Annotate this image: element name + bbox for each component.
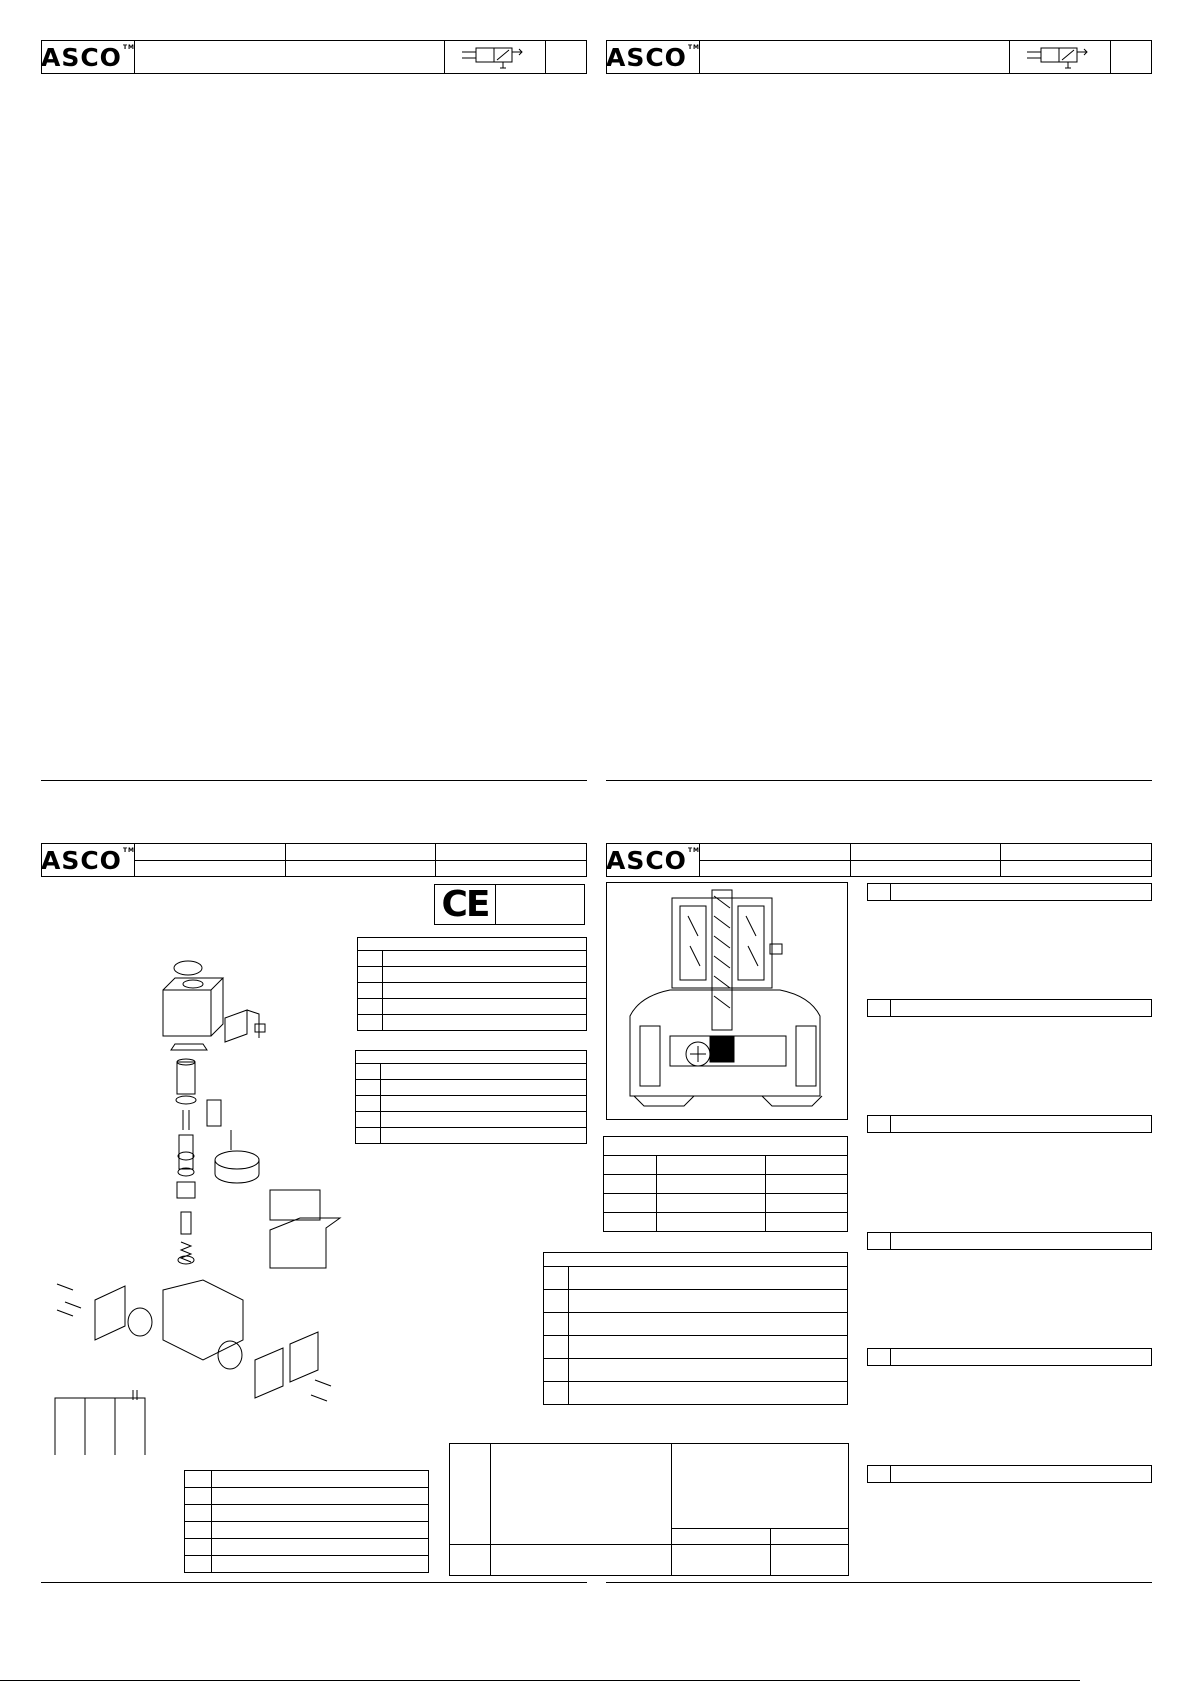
page2-title-cell: [700, 41, 1010, 73]
asco-logo: ASCO™: [605, 42, 701, 72]
ce-mark-icon: CE: [435, 885, 496, 924]
page1-header: [41, 40, 587, 74]
page2-number-cell: [1111, 41, 1151, 73]
page3-header: [41, 843, 587, 877]
solenoid-cross-section-icon: [610, 886, 846, 1116]
asco-logo: ASCO™: [40, 845, 136, 875]
asco-logo: ASCO™: [40, 42, 136, 72]
page3-bottom-rule: [41, 1582, 587, 1583]
parts-table-3: [184, 1470, 429, 1573]
ce-certification-box: [434, 884, 585, 925]
parts-table-2: [355, 1050, 587, 1144]
page2-bottom-rule: [606, 780, 1152, 781]
page1-bottom-rule: [41, 780, 587, 781]
section-box-5: [867, 1348, 1152, 1366]
page1-title-cell: [135, 41, 445, 73]
page4-bottom-rule: [606, 1582, 1152, 1583]
page-footer-rule: [0, 1680, 1080, 1681]
exploded-view-icon: [45, 950, 375, 1455]
section-box-6: [867, 1465, 1152, 1483]
asco-logo: ASCO™: [605, 845, 701, 875]
parts-table-1: [357, 937, 587, 1031]
spec-table-3: [603, 1136, 848, 1232]
section-box-2: [867, 999, 1152, 1017]
valve-symbol-icon: [445, 41, 546, 73]
section-box-1: [867, 883, 1152, 901]
page1-number-cell: [546, 41, 586, 73]
page4-header: [606, 843, 1152, 877]
spec-table-1: [543, 1252, 848, 1405]
spec-table-2: [449, 1443, 849, 1576]
section-box-4: [867, 1232, 1152, 1250]
page2-header: [606, 40, 1152, 74]
section-box-3: [867, 1115, 1152, 1133]
valve-symbol-icon: [1010, 41, 1111, 73]
